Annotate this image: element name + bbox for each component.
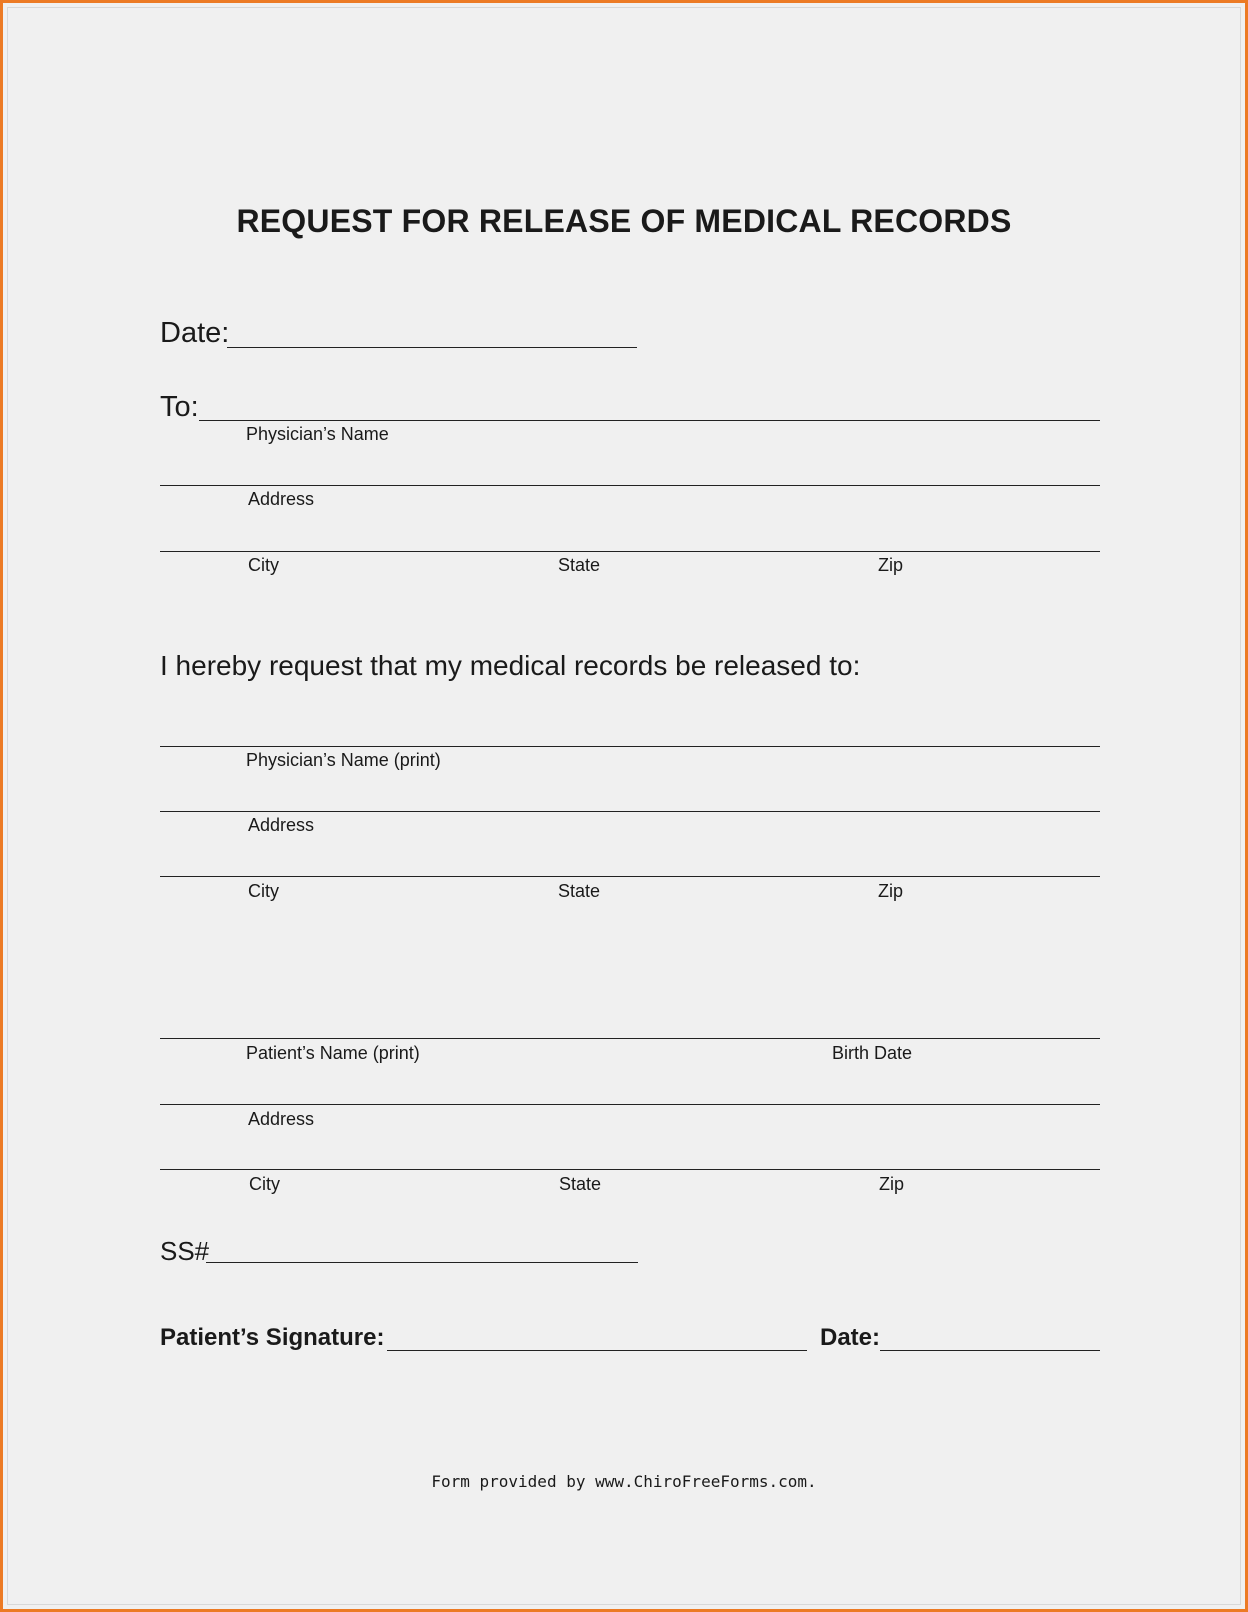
patient-address-caption: Address	[248, 1109, 315, 1129]
release-state-caption: State	[558, 881, 601, 901]
release-city-state-zip-field[interactable]	[160, 847, 1100, 875]
to-address-field[interactable]	[160, 456, 1100, 484]
to-zip-caption: Zip	[878, 555, 904, 575]
request-statement: I hereby request that my medical records be released to:	[160, 650, 861, 681]
to-city-state-zip-field[interactable]	[160, 522, 1100, 550]
to-address-caption: Address	[248, 489, 315, 509]
to-address-line	[160, 485, 1100, 486]
release-address-field[interactable]	[160, 782, 1100, 810]
patient-state-caption: State	[559, 1174, 602, 1194]
ss-line	[206, 1262, 638, 1263]
patient-address-line	[160, 1104, 1100, 1105]
patient-address-field[interactable]	[160, 1075, 1100, 1103]
footer-credit: Form provided by www.ChiroFreeForms.com.	[431, 1472, 817, 1491]
patient-zip-caption: Zip	[879, 1174, 905, 1194]
to-physician-line	[199, 420, 1100, 421]
patient-name-field[interactable]	[160, 1009, 1100, 1037]
release-address-line	[160, 811, 1100, 812]
to-physician-name-caption: Physician’s Name	[246, 424, 389, 444]
to-state-caption: State	[558, 555, 601, 575]
date-field[interactable]	[229, 317, 635, 345]
patient-city-state-zip-line	[160, 1169, 1100, 1170]
signature-date-field[interactable]	[882, 1321, 1098, 1349]
release-physician-name-field[interactable]	[160, 717, 1100, 745]
patient-name-caption: Patient’s Name (print)	[246, 1043, 420, 1063]
patient-city-state-zip-field[interactable]	[160, 1140, 1100, 1168]
signature-line	[387, 1350, 807, 1351]
ss-label: SS#	[160, 1236, 210, 1266]
release-physician-line	[160, 746, 1100, 747]
signature-field[interactable]	[389, 1321, 805, 1349]
release-address-caption: Address	[248, 815, 315, 835]
release-city-state-zip-line	[160, 876, 1100, 877]
signature-date-line	[880, 1350, 1100, 1351]
to-city-state-zip-line	[160, 551, 1100, 552]
release-zip-caption: Zip	[878, 881, 904, 901]
signature-label: Patient’s Signature:	[160, 1324, 385, 1351]
release-city-caption: City	[248, 881, 279, 901]
to-label: To:	[160, 391, 199, 423]
to-city-caption: City	[248, 555, 279, 575]
form-title: REQUEST FOR RELEASE OF MEDICAL RECORDS	[236, 203, 1012, 239]
date-label: Date:	[160, 317, 230, 349]
ss-field[interactable]	[208, 1233, 636, 1261]
birth-date-caption: Birth Date	[832, 1043, 913, 1063]
patient-name-line	[160, 1038, 1100, 1039]
to-physician-name-field[interactable]	[201, 391, 1098, 419]
signature-date-label: Date:	[820, 1324, 881, 1351]
date-line	[227, 347, 637, 348]
release-physician-name-caption: Physician’s Name (print)	[246, 750, 441, 770]
patient-city-caption: City	[249, 1174, 280, 1194]
